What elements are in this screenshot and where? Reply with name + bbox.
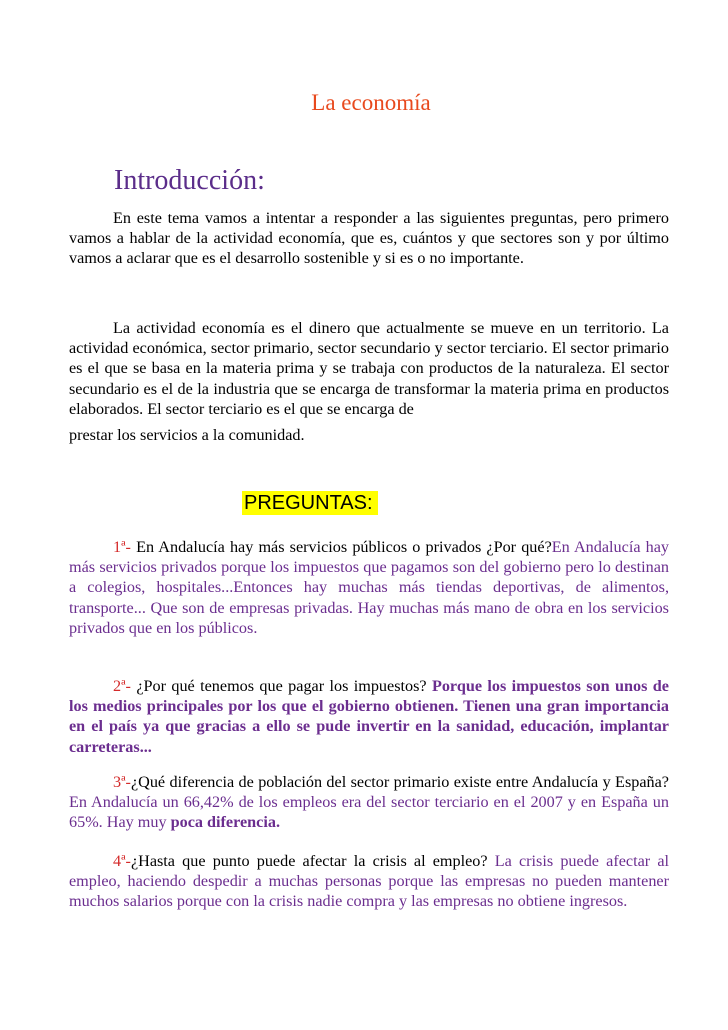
question-4-answer: La crisis puede afectar al empleo, haciendo despedir a muchas personas porque las empresas no pueden mantener muchos salarios porque con la crisis nadie compra y las empresas no obtiene ingresos. (69, 852, 669, 911)
question-1-answer: En Andalucía hay más servicios privados porque los impuestos que pagamos son del gobierno pero lo destinan a colegios, hospitales...Entonces hay muchas más tiendas deportivas, de alimentos, transporte... Que son de empresas privadas. Hay muchas más mano de obra en los servicios privados que en los públicos. (69, 538, 670, 637)
question-1-text: En Andalucía hay más servicios públicos o privados ¿Por qué? (130, 538, 552, 556)
question-2-text: ¿Por qué tenemos que pagar los impuestos? (130, 677, 432, 695)
preguntas-heading: PREGUNTAS: (242, 491, 378, 515)
question-2-number: 2ª- (113, 677, 131, 695)
intro-paragraph-1-text: En este tema vamos a intentar a responder a las siguientes preguntas, pero primero vamos a hablar de la actividad economía, que es, cuántos y que sectores son y por último vamos a aclarar que es el desarrollo sostenible y si es o no importante. (69, 209, 669, 268)
intro-paragraph-2 (69, 318, 669, 445)
question-4 (69, 851, 669, 912)
question-2 (69, 676, 669, 757)
intro-paragraph-1 (69, 208, 669, 269)
question-4-number: 4ª- (113, 852, 131, 870)
question-3 (69, 772, 669, 833)
question-4-text: ¿Hasta que punto puede afectar la crisis al empleo? (130, 852, 495, 870)
question-3-answer-bold: poca diferencia. (170, 813, 281, 832)
question-1-number: 1ª- (113, 538, 131, 556)
question-3-number: 3ª- (113, 773, 131, 791)
question-2-answer: Porque los impuestos son unos de los medios principales por los que el gobierno obtienen. Tienen una gran importancia en el país ya que gracias a ello se pude invertir en la sanidad, educación, implantar carreteras... (69, 677, 669, 756)
intro-heading: Introducción: (114, 165, 265, 196)
intro-paragraph-2-last-line: prestar los servicios a la comunidad. (69, 426, 305, 445)
page-title: La economía (311, 90, 431, 115)
question-1 (69, 537, 669, 638)
intro-paragraph-2-text: La actividad economía es el dinero que actualmente se mueve en un territorio. La actividad económica, sector primario, sector secundario y sector terciario. El sector primario es el que se basa en la materia prima y se trabaja con productos de la naturaleza. El sector secundario es el de la industria que se encarga de transformar la materia prima en productos elaborados. El sector terciario es el que se encarga de (69, 319, 669, 418)
question-3-answer: En Andalucía un 66,42% de los empleos era del sector terciario en el 2007 y en España un 65%. Hay muy (69, 793, 669, 832)
question-3-text: ¿Qué diferencia de población del sector primario existe entre Andalucía y España? (130, 773, 669, 791)
